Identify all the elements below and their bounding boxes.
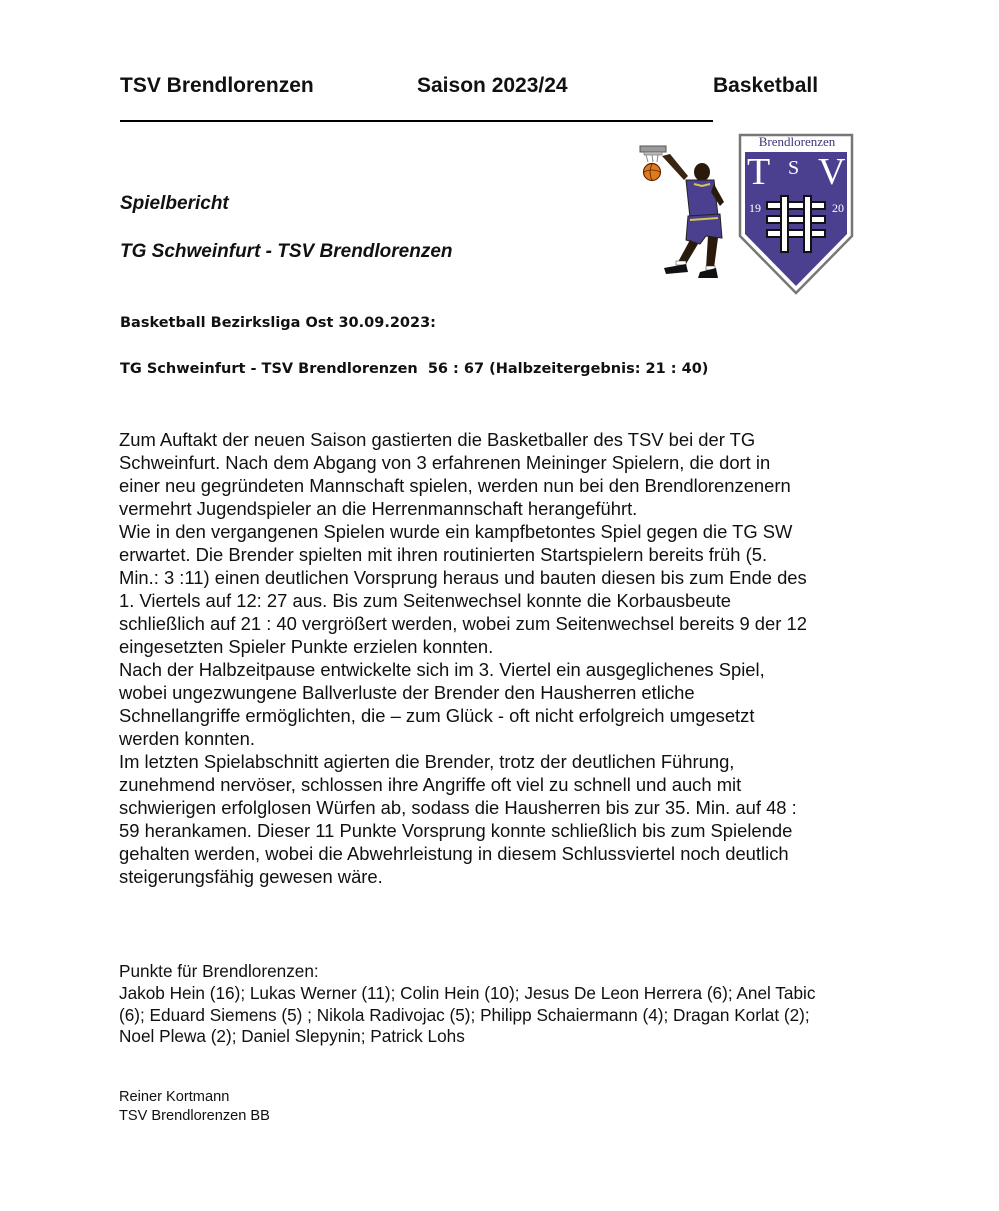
crest-letter-v: V	[818, 151, 846, 193]
body-line: Wie in den vergangenen Spielen wurde ein kampfbetontes Spiel gegen die TG SW	[119, 521, 793, 542]
crest-year-left: 19	[749, 201, 761, 215]
body-line: eingesetzten Spieler Punkte erzielen konnten.	[119, 636, 494, 657]
body-line: Min.: 3 :11) einen deutlichen Vorsprung heraus und bauten diesen bis zum Ende des	[119, 567, 807, 588]
body-line: gehalten werden, wobei die Abwehrleistung in diesem Schlussviertel noch deutlich	[119, 843, 789, 864]
body-line: wobei ungezwungene Ballverluste der Brender den Hausherren etliche	[119, 682, 695, 703]
body-line: schwierigen erfolglosen Würfen ab, sodass die Hausherren bis zur 35. Min. auf 48 :	[119, 797, 797, 818]
body-line: erwartet. Die Brender spielten mit ihren routinierten Startspielern bereits früh (5.	[119, 544, 768, 565]
body-line: zunehmend nervöser, schlossen ihre Angriffe oft viel zu schnell und auch mit	[119, 774, 742, 795]
body-line: Im letzten Spielabschnitt agierten die Brender, trotz der deutlichen Führung,	[119, 751, 735, 772]
report-body	[119, 428, 807, 888]
crest-letter-t: T	[747, 151, 771, 193]
body-line: Nach der Halbzeitpause entwickelte sich im 3. Viertel ein ausgeglichenes Spiel,	[119, 659, 765, 680]
league-line: Basketball Bezirksliga Ost 30.09.2023:	[120, 315, 436, 331]
body-line: 1. Viertels auf 12: 27 aus. Bis zum Seitenwechsel konnte die Korbausbeute	[119, 590, 732, 611]
result-line: TG Schweinfurt - TSV Brendlorenzen 56 : 67 (Halbzeitergebnis: 21 : 40)	[120, 361, 709, 377]
author-name: Reiner Kortmann	[119, 1089, 230, 1105]
body-line: werden konnten.	[119, 728, 255, 749]
points-line: (6); Eduard Siemens (5) ; Nikola Radivojac (5); Philipp Schaiermann (4); Dragan Korlat (2);	[119, 1005, 810, 1025]
points-line: Jakob Hein (16); Lukas Werner (11); Colin Hein (10); Jesus De Leon Herrera (6); Anel Tabic	[119, 983, 816, 1003]
header-season: Saison 2023/24	[417, 74, 568, 97]
body-line: einer neu gegründeten Mannschaft spielen, werden nun bei den Brendlorenzenern	[119, 475, 791, 496]
body-line: vermehrt Jugendspieler an die Herrenmannschaft herangeführt.	[119, 498, 638, 519]
body-line: Schweinfurt. Nach dem Abgang von 3 erfahrenen Meininger Spielern, die dort in	[119, 452, 771, 473]
basketball-player-illustration	[636, 140, 732, 282]
crest-town: Brendlorenzen	[758, 134, 836, 149]
body-line: Zum Auftakt der neuen Saison gastierten die Basketballer des TSV bei der TG	[119, 429, 756, 450]
header-club: TSV Brendlorenzen	[120, 74, 314, 97]
report-label: Spielbericht	[120, 193, 229, 214]
body-line: Schnellangriffe ermöglichten, die – zum Glück - oft nicht erfolgreich umgesetzt	[119, 705, 755, 726]
match-title: TG Schweinfurt - TSV Brendlorenzen	[120, 241, 453, 262]
author-org: TSV Brendlorenzen BB	[119, 1108, 270, 1124]
points-line: Noel Plewa (2); Daniel Slepynin; Patrick Lohs	[119, 1026, 465, 1046]
crest-year-right: 20	[832, 201, 844, 215]
header-sport: Basketball	[713, 74, 819, 97]
body-line: steigerungsfähig gewesen wäre.	[119, 866, 383, 887]
body-line: schließlich auf 21 : 40 vergrößert werden, wobei zum Seitenwechsel bereits 9 der 12	[119, 613, 807, 634]
body-line: 59 herankamen. Dieser 11 Punkte Vorsprung konnte schließlich bis zum Spielende	[119, 820, 793, 841]
points-heading: Punkte für Brendlorenzen:	[119, 961, 319, 981]
header-divider	[120, 120, 713, 122]
crest-letter-s: S	[788, 157, 800, 179]
